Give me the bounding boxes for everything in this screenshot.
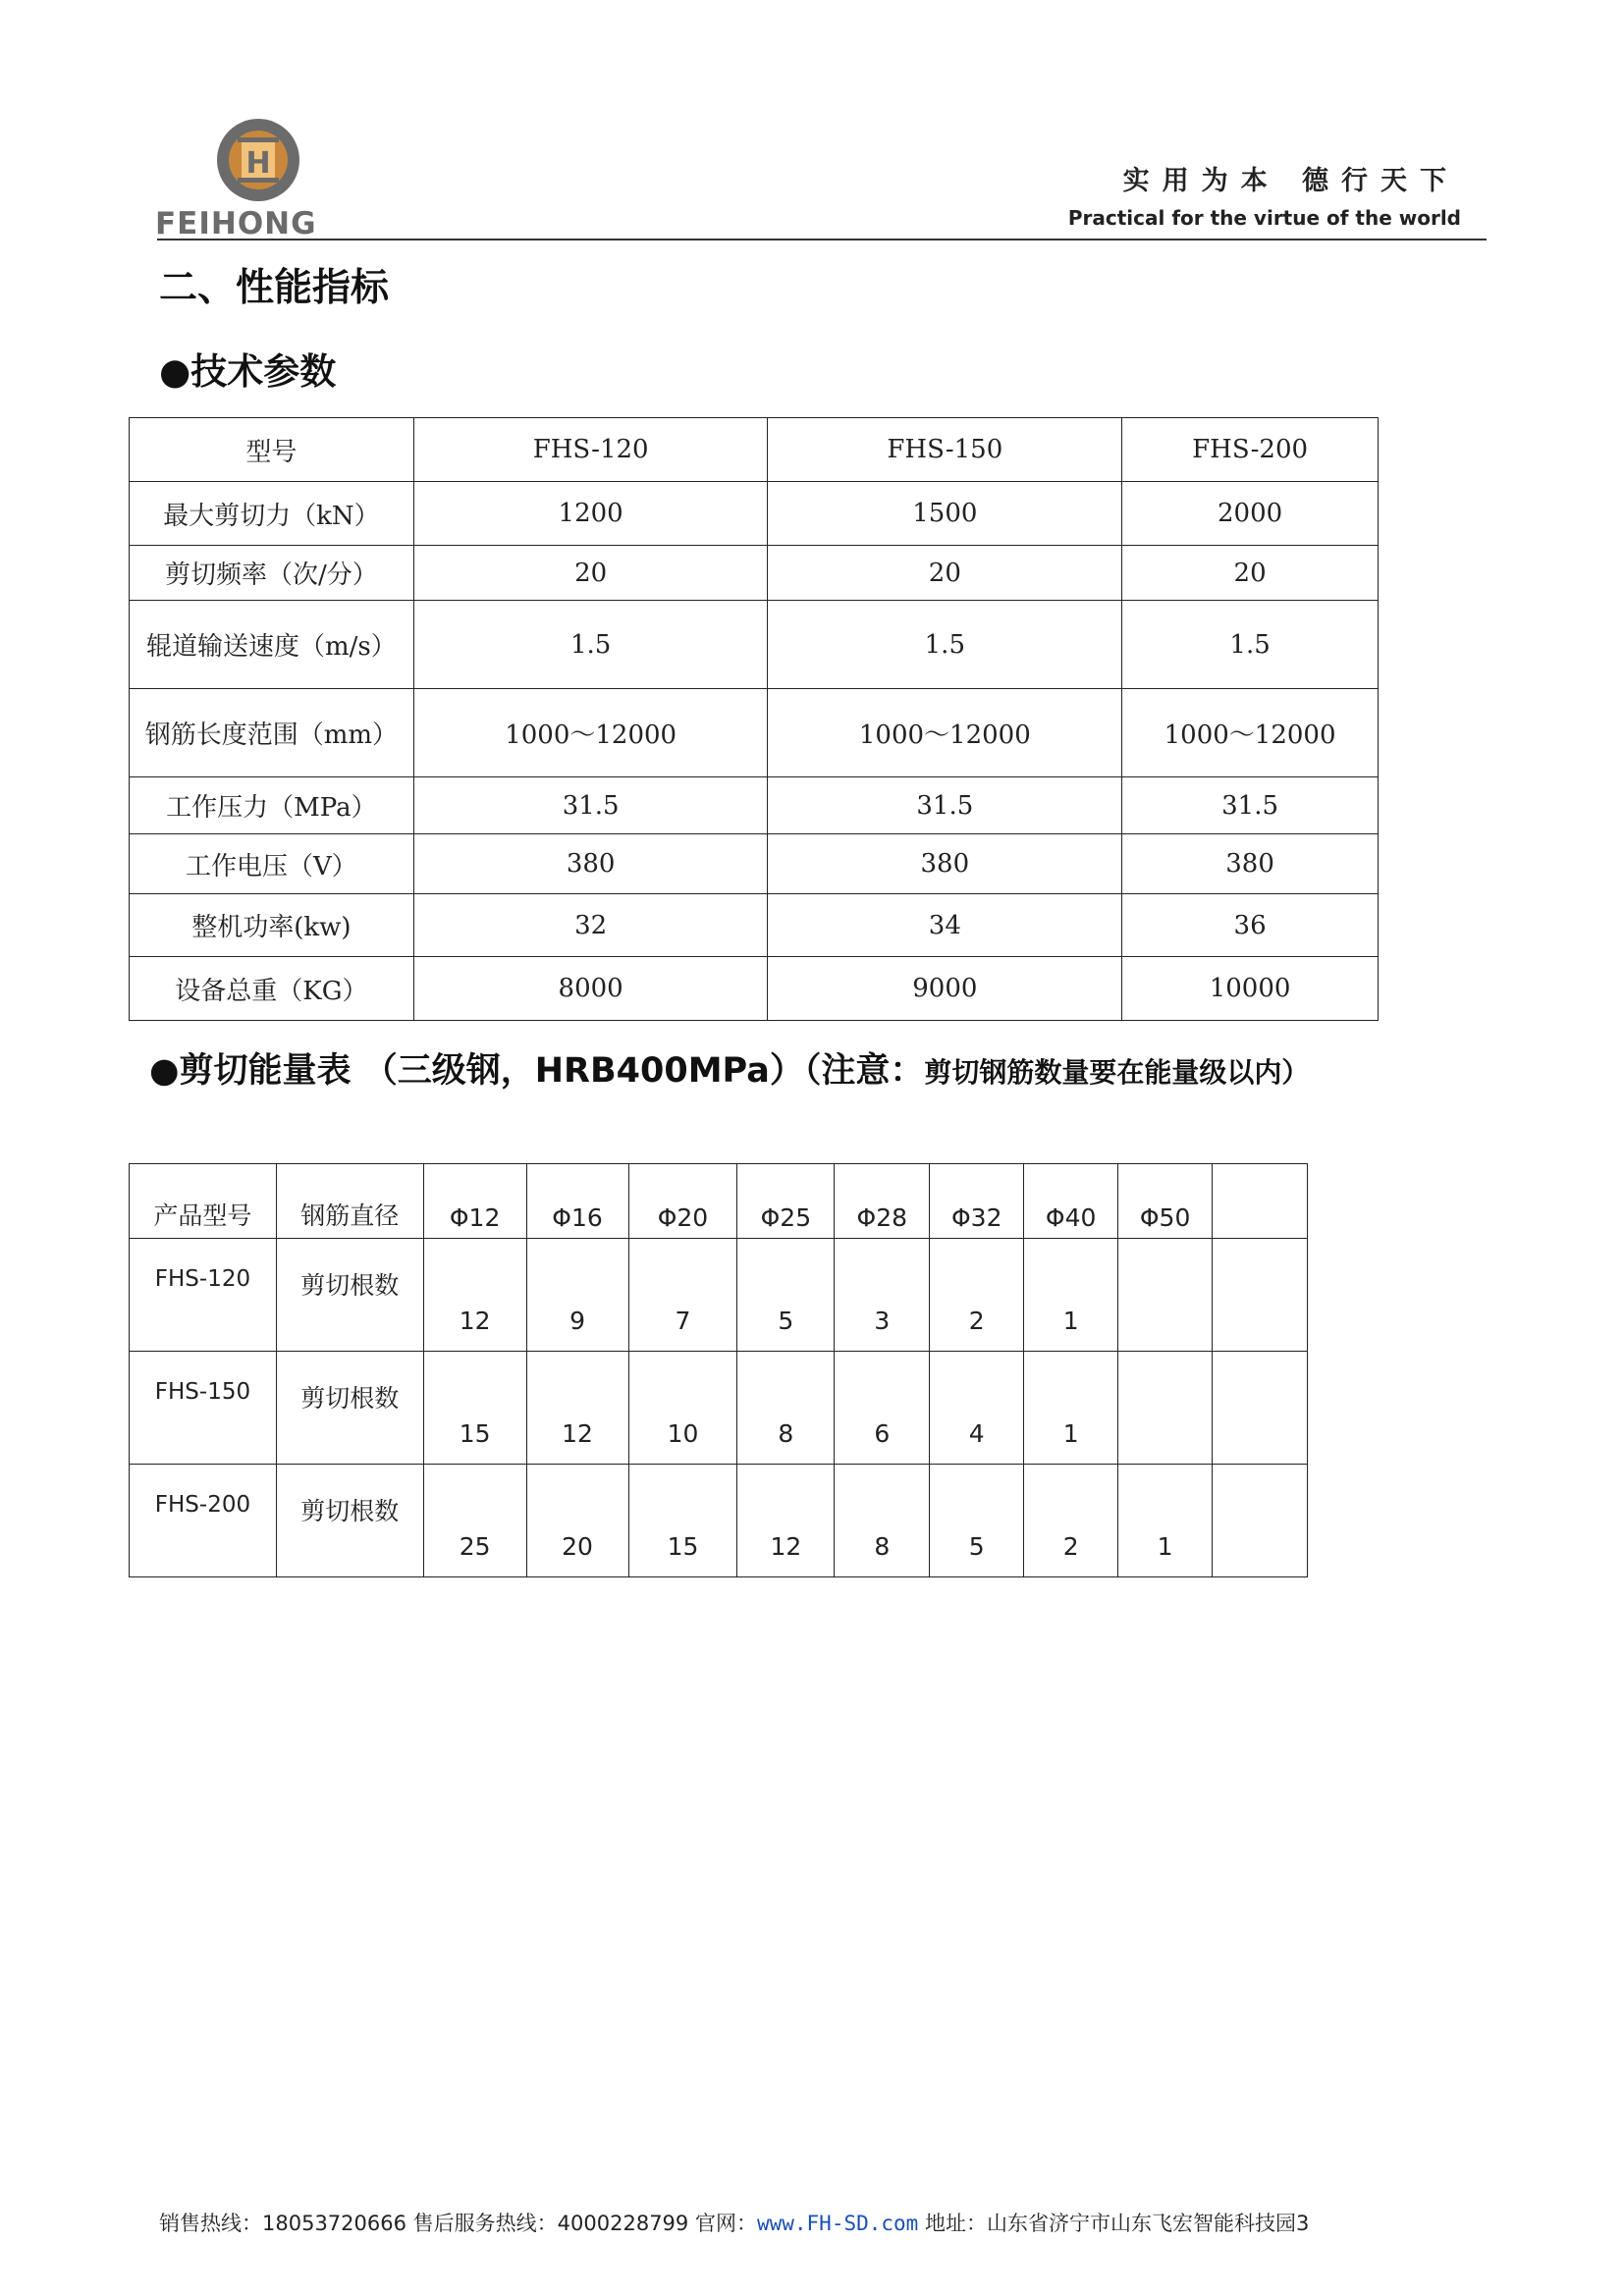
slogan-english: Practical for the virtue of the world — [1067, 206, 1461, 230]
spec-header-cell: 型号 — [130, 418, 414, 482]
shear-heading-main: ●剪切能量表 （三级钢，HRB400MPa）（注意： — [149, 1051, 925, 1091]
page-footer — [159, 2208, 1309, 2237]
shear-value-cell — [1118, 1352, 1213, 1465]
shear-value-cell: 5 — [737, 1239, 835, 1352]
spec-value-cell: 9000 — [768, 957, 1122, 1021]
shear-header-cell: Φ40 — [1024, 1164, 1118, 1239]
spec-value-cell: 1000～12000 — [413, 689, 768, 777]
shear-value-cell: 8 — [835, 1465, 930, 1577]
footer-website-link[interactable]: www.FH-SD.com — [756, 2212, 919, 2235]
footer-site-label: 官网： — [688, 2212, 757, 2235]
shear-value-cell: 20 — [526, 1465, 628, 1577]
shear-value-cell: 2 — [1024, 1465, 1118, 1577]
spec-value-cell: 20 — [1122, 546, 1379, 601]
shear-value-cell: 7 — [628, 1239, 737, 1352]
spec-label-cell: 最大剪切力（kN） — [130, 482, 414, 546]
table-row — [130, 1239, 1308, 1352]
spec-label-cell: 工作电压（V） — [130, 834, 414, 894]
spec-value-cell: 380 — [1122, 834, 1379, 894]
spec-value-cell: 1000～12000 — [1122, 689, 1379, 777]
table-row — [130, 689, 1379, 777]
spec-value-cell: 1.5 — [413, 601, 768, 689]
shear-header-cell: Φ20 — [628, 1164, 737, 1239]
shear-header-cell: Φ32 — [930, 1164, 1024, 1239]
shear-header-cell — [1213, 1164, 1308, 1239]
table-row — [130, 1352, 1308, 1465]
spec-value-cell: 10000 — [1122, 957, 1379, 1021]
shear-value-cell: 1 — [1024, 1239, 1118, 1352]
shear-value-cell: 25 — [423, 1465, 526, 1577]
spec-header-cell: FHS-120 — [413, 418, 768, 482]
spec-header-cell: FHS-150 — [768, 418, 1122, 482]
table-row — [130, 894, 1379, 957]
shear-header-cell: 产品型号 — [130, 1164, 277, 1239]
shear-value-cell: 9 — [526, 1239, 628, 1352]
footer-service-phone: 4000228799 — [557, 2212, 689, 2235]
spec-label-cell: 工作压力（MPa） — [130, 777, 414, 834]
shear-header-row — [130, 1164, 1308, 1239]
spec-value-cell: 34 — [768, 894, 1122, 957]
shear-value-cell: 5 — [930, 1465, 1024, 1577]
spec-value-cell: 20 — [413, 546, 768, 601]
feihong-logo-icon — [214, 116, 302, 204]
shear-value-cell: 1 — [1118, 1465, 1213, 1577]
logo-letter: H — [245, 146, 271, 181]
footer-sales-label: 销售热线： — [159, 2212, 262, 2235]
slogan-chinese: 实用为本 德行天下 — [1122, 166, 1459, 196]
shear-value-cell: 12 — [737, 1465, 835, 1577]
shear-value-cell: 12 — [423, 1239, 526, 1352]
shear-model-cell: FHS-150 — [130, 1352, 277, 1465]
shear-header-cell: Φ28 — [835, 1164, 930, 1239]
table-row — [130, 546, 1379, 601]
spec-value-cell: 1.5 — [1122, 601, 1379, 689]
spec-value-cell: 32 — [413, 894, 768, 957]
shear-heading — [149, 1043, 1309, 1093]
table-row — [130, 777, 1379, 834]
spec-value-cell: 20 — [768, 546, 1122, 601]
shear-label-cell: 剪切根数 — [276, 1239, 423, 1352]
spec-label-cell: 设备总重（KG） — [130, 957, 414, 1021]
shear-value-cell — [1213, 1352, 1308, 1465]
shear-label-cell: 剪切根数 — [276, 1465, 423, 1577]
footer-sales-phone: 18053720666 — [262, 2212, 406, 2235]
spec-header-row — [130, 418, 1379, 482]
shear-value-cell: 4 — [930, 1352, 1024, 1465]
shear-value-cell: 8 — [737, 1352, 835, 1465]
shear-label-cell: 剪切根数 — [276, 1352, 423, 1465]
table-row — [130, 482, 1379, 546]
page-number: 3 — [1296, 2212, 1310, 2235]
shear-value-cell: 15 — [423, 1352, 526, 1465]
table-row — [130, 957, 1379, 1021]
shear-header-cell: Φ25 — [737, 1164, 835, 1239]
shear-header-cell: Φ50 — [1118, 1164, 1213, 1239]
shear-heading-note: 剪切钢筋数量要在能量级以内） — [924, 1056, 1310, 1089]
table-row — [130, 834, 1379, 894]
shear-value-cell — [1213, 1465, 1308, 1577]
shear-value-cell: 3 — [835, 1239, 930, 1352]
shear-value-cell — [1118, 1239, 1213, 1352]
shear-value-cell: 15 — [628, 1465, 737, 1577]
shear-table — [129, 1163, 1308, 1577]
shear-header-cell: Φ12 — [423, 1164, 526, 1239]
shear-header-cell: Φ16 — [526, 1164, 628, 1239]
spec-label-cell: 整机功率(kw) — [130, 894, 414, 957]
shear-value-cell: 1 — [1024, 1352, 1118, 1465]
spec-value-cell: 1000～12000 — [768, 689, 1122, 777]
shear-model-cell: FHS-200 — [130, 1465, 277, 1577]
spec-value-cell: 31.5 — [413, 777, 768, 834]
spec-value-cell: 1200 — [413, 482, 768, 546]
spec-value-cell: 1.5 — [768, 601, 1122, 689]
company-logo — [155, 116, 361, 243]
table-row — [130, 1465, 1308, 1577]
shear-value-cell: 2 — [930, 1239, 1024, 1352]
spec-label-cell: 辊道输送速度（m/s） — [130, 601, 414, 689]
spec-value-cell: 31.5 — [768, 777, 1122, 834]
spec-value-cell: 36 — [1122, 894, 1379, 957]
spec-value-cell: 2000 — [1122, 482, 1379, 546]
spec-value-cell: 31.5 — [1122, 777, 1379, 834]
shear-model-cell: FHS-120 — [130, 1239, 277, 1352]
footer-service-label: 售后服务热线： — [406, 2212, 558, 2235]
footer-address: 地址：山东省济宁市山东飞宏智能科技园 — [918, 2212, 1297, 2235]
header-divider — [157, 239, 1487, 240]
spec-value-cell: 380 — [413, 834, 768, 894]
spec-heading: ●技术参数 — [159, 350, 337, 393]
spec-table — [129, 417, 1379, 1021]
spec-value-cell: 1500 — [768, 482, 1122, 546]
spec-header-cell: FHS-200 — [1122, 418, 1379, 482]
spec-label-cell: 剪切频率（次/分） — [130, 546, 414, 601]
shear-value-cell — [1213, 1239, 1308, 1352]
section-title: 二、性能指标 — [159, 266, 390, 310]
spec-value-cell: 8000 — [413, 957, 768, 1021]
spec-label-cell: 钢筋长度范围（mm） — [130, 689, 414, 777]
shear-value-cell: 12 — [526, 1352, 628, 1465]
table-row — [130, 601, 1379, 689]
brand-name: FEIHONG — [155, 206, 317, 241]
shear-value-cell: 10 — [628, 1352, 737, 1465]
shear-value-cell: 6 — [835, 1352, 930, 1465]
spec-value-cell: 380 — [768, 834, 1122, 894]
shear-header-cell: 钢筋直径 — [276, 1164, 423, 1239]
